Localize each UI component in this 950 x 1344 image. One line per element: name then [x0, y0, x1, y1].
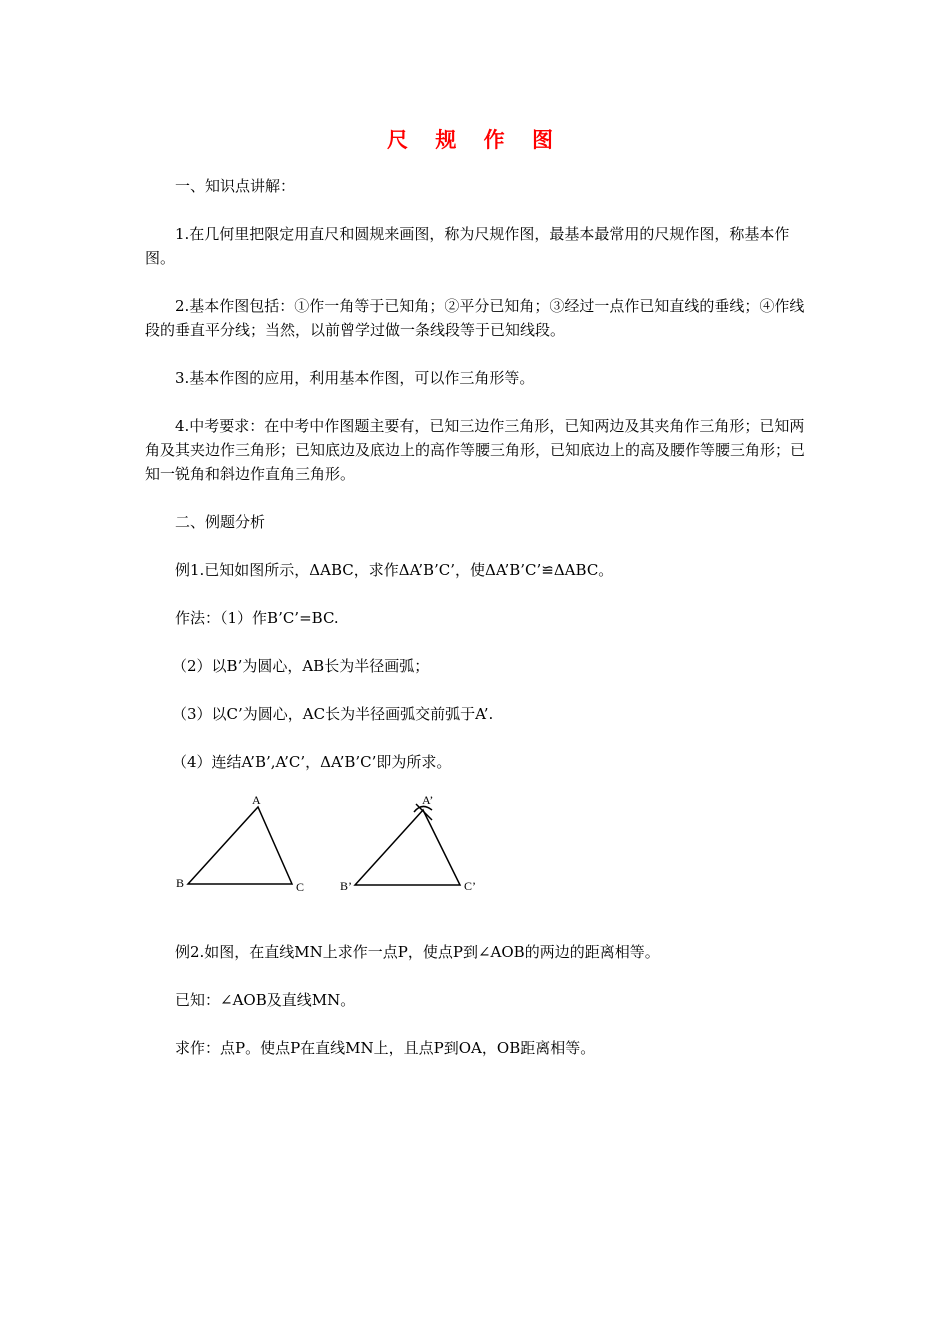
section-heading-2: 二、例题分析 [175, 513, 266, 531]
known-statement: 已知：∠AOB及直线MN。 [175, 991, 356, 1009]
triangle-figure [170, 790, 490, 900]
example-1: 例1.已知如图所示，ΔABC，求作ΔA’B’C’，使ΔA’B’C’≌ΔABC。 [175, 561, 614, 579]
method-step-1: 作法：（1）作B’C’=BC. [175, 609, 339, 627]
label-c: C [296, 880, 305, 894]
method-step-2: （2）以B’为圆心，AB长为半径画弧； [172, 657, 430, 675]
paragraph-4: 4.中考要求：在中考中作图题主要有，已知三边作三角形，已知两边及其夹角作三角形；已知两角及其夹边作三角形；已知底边及底边上的高作等腰三角形，已知底边上的高及腰作等腰三角形；已知一锐角和斜边作直角三角形。 [145, 417, 806, 483]
paragraph-3: 3.基本作图的应用，利用基本作图，可以作三角形等。 [175, 369, 535, 387]
label-c-prime: C’ [464, 879, 476, 893]
method-step-4: （4）连结A’B’,A’C’，ΔA’B’C’即为所求。 [172, 753, 452, 771]
paragraph-2: 2.基本作图包括：①作一角等于已知角；②平分已知角；③经过一点作已知直线的垂线；④作线段的垂直平分线；当然，以前曾学过做一条线段等于已知线段。 [145, 297, 805, 339]
example-2: 例2.如图，在直线MN上求作一点P，使点P到∠AOB的两边的距离相等。 [175, 943, 660, 961]
section-heading-1: 一、知识点讲解： [175, 177, 296, 195]
find-statement: 求作：点P。使点P在直线MN上，且点P到OA，OB距离相等。 [175, 1039, 596, 1057]
label-a-prime: A’ [422, 793, 434, 807]
method-step-3: （3）以C’为圆心，AC长为半径画弧交前弧于A’. [172, 705, 494, 723]
label-b-prime: B’ [340, 879, 352, 893]
triangle-a-prime-b-prime-c-prime [340, 793, 476, 893]
label-b: B [176, 876, 185, 890]
paragraph-1: 1.在几何里把限定用直尺和圆规来画图，称为尺规作图，最基本最常用的尺规作图，称基本作图。 [145, 225, 790, 267]
label-a: A [252, 793, 261, 807]
page-title: 尺 规 作 图 [387, 127, 563, 152]
triangle-abc [176, 793, 304, 894]
